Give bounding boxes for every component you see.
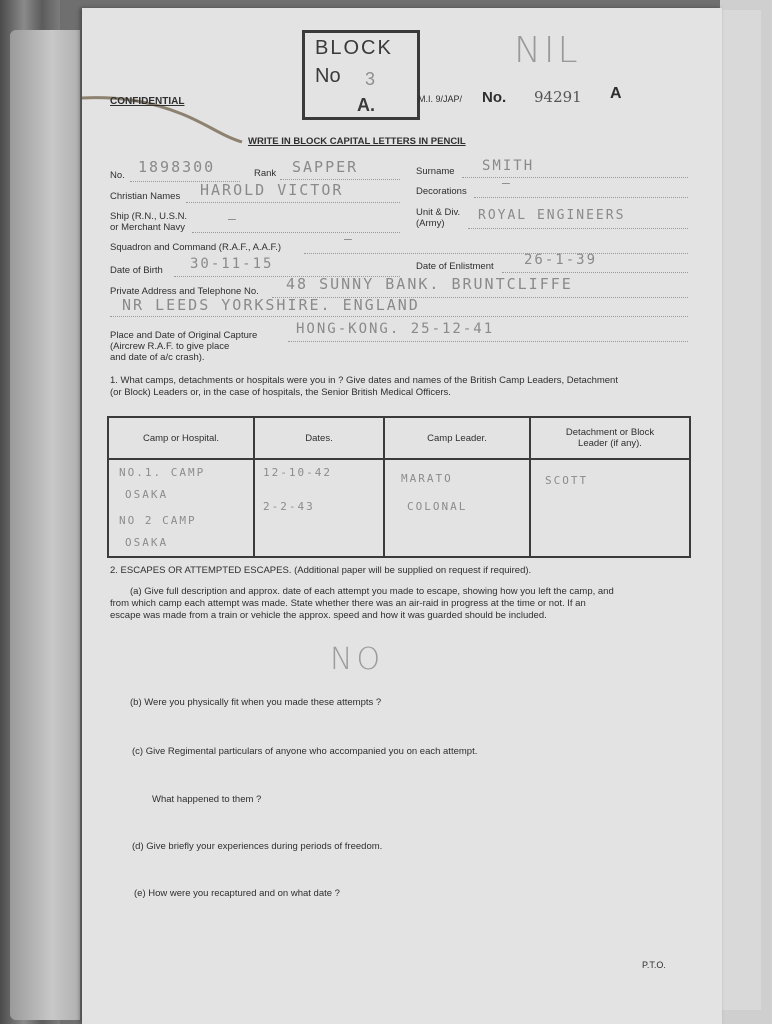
rank-label: Rank [254,168,277,179]
detachment-line: SCOTT [545,474,589,487]
confidential-label: CONFIDENTIAL [110,96,185,107]
camps-table [107,416,691,558]
header-detachment-2: Leader (if any). [578,438,642,449]
unit-value: ROYAL ENGINEERS [478,208,626,223]
header-detachment [530,417,690,459]
serial-suffix: A [610,85,622,102]
dob-label: Date of Birth [110,265,163,276]
date-line: 12-10-42 [263,466,332,479]
form-page [82,8,722,1024]
q2-title: 2. ESCAPES OR ATTEMPTED ESCAPES. (Additional paper will be supplied on request if required). [110,565,532,576]
camp-line: OSAKA [125,488,169,501]
q2-b: (b) Were you physically fit when you made these attempts ? [130,697,382,708]
form-ref: M.I. 9/JAP/ [418,94,463,104]
stamp-letter: A. [357,95,375,115]
capture-value: HONG-KONG. 25-12-41 [296,321,495,337]
header-camp: Camp or Hospital. [108,417,254,459]
enlistment-value: 26-1-39 [524,252,598,268]
stamp-handwritten-no: 3 [365,69,376,89]
corner-note: NIL [514,30,581,71]
ship-label-1: Ship (R.N., U.S.N. [110,211,188,222]
unit-label-2: (Army) [416,218,445,229]
christian-names-label: Christian Names [110,191,181,202]
header-detachment-1: Detachment or Block [565,427,655,438]
cell-leaders [384,459,530,557]
q2-e: (e) How were you recaptured and on what date ? [134,888,340,899]
address-line-2: NR LEEDS YORKSHIRE. ENGLAND [122,296,420,314]
camp-line: OSAKA [125,536,169,549]
cell-detachment [530,459,690,557]
table-row [108,459,690,557]
capture-label-2: (Aircrew R.A.F. to give place [110,341,230,352]
q1-text-1: 1. What camps, detachments or hospitals were you in ? Give dates and names of the British Camp Leaders, Detachment [110,375,618,386]
squadron-label: Squadron and Command (R.A.F., A.A.F.) [110,242,282,253]
cell-camps [108,459,254,557]
camp-line: NO.1. CAMP [119,466,206,479]
camp-line: NO 2 CAMP [119,514,197,527]
squadron-value: — [344,232,354,247]
camps-table-header [108,417,690,459]
q2-d: (d) Give briefly your experiences during periods of freedom. [132,841,383,852]
cell-dates [254,459,384,557]
capture-label-3: and date of a/c crash). [110,352,205,363]
instruction-heading: WRITE IN BLOCK CAPITAL LETTERS IN PENCIL [248,136,466,147]
header-camp-leader: Camp Leader. [384,417,530,459]
surname-value: SMITH [482,158,535,174]
header-dates: Dates. [254,417,384,459]
block-stamp [302,30,420,120]
unit-label-1: Unit & Div. [416,207,461,218]
q2-a-line-3: escape was made from a train or vehicle the approx. speed and how it was guarded should be included. [110,610,547,621]
binder-fold [10,30,80,1020]
q2-a-line-1: (a) Give full description and approx. date of each attempt you made to escape, showing how you left the camp, and [130,586,614,597]
date-line: 2-2-43 [263,500,315,513]
decorations-label: Decorations [416,186,467,197]
surname-label: Surname [416,166,455,177]
serial-label: No. [482,89,507,106]
rank-value: SAPPER [292,158,359,176]
pto-label: P.T.O. [642,960,666,970]
capture-label-1: Place and Date of Original Capture [110,330,258,341]
no-label: No. [110,170,125,181]
address-label: Private Address and Telephone No. [110,286,259,297]
decorations-value: — [502,176,512,191]
leader-line: MARATO [401,472,453,485]
service-number: 1898300 [138,158,216,176]
address-line-1: 48 SUNNY BANK. BRUNTCLIFFE [286,275,573,293]
q2-c-followup: What happened to them ? [152,794,262,805]
serial-number: 94291 [534,88,582,106]
ship-value: — [228,212,238,227]
stamp-no: No [315,65,341,87]
leader-line: COLONAL [407,500,468,513]
q1-text-2: (or Block) Leaders or, in the case of hospitals, the Senior British Medical Officers. [110,387,451,398]
ship-label-2: or Merchant Navy [110,222,185,233]
q2-a-line-2: from which camp each attempt was made. State whether there was an air-raid in progress at the time or not. If an [110,598,586,609]
enlistment-label: Date of Enlistment [416,261,494,272]
dob-value: 30-11-15 [190,256,274,272]
stamp-block: BLOCK [315,37,393,59]
christian-names-value: HAROLD VICTOR [200,181,344,199]
q2-c: (c) Give Regimental particulars of anyone who accompanied you on each attempt. [132,746,478,757]
escape-answer: NO [330,642,385,677]
